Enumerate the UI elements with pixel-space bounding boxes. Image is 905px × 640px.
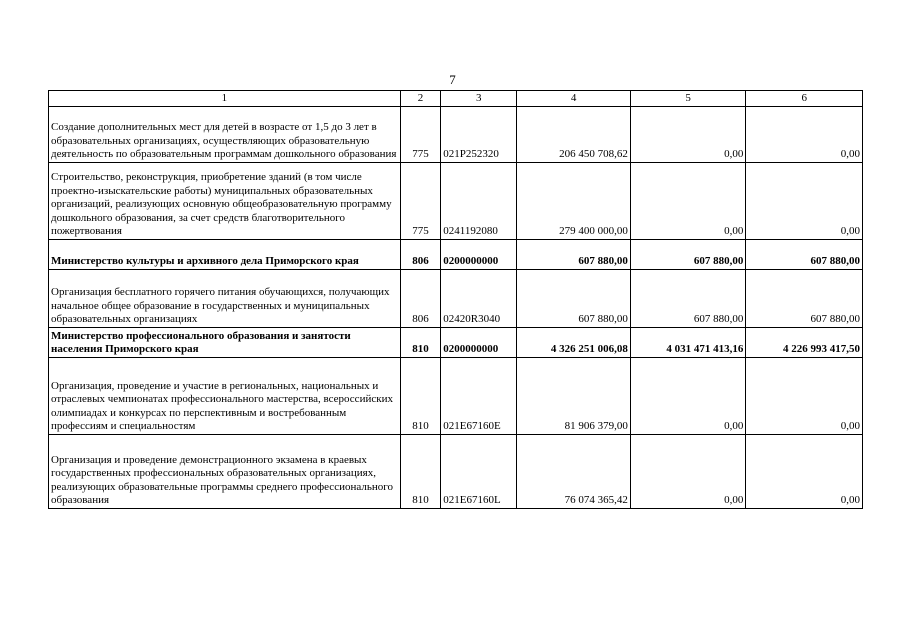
row-name: Создание дополнительных мест для детей в возрасте от 1,5 до 3 лет в образовательных организациях, осуществляющих образовательную деятельность по образовательным программам дошкольного образования — [49, 107, 401, 163]
row-value-2: 0,00 — [630, 107, 746, 163]
row-code: 021P252320 — [441, 107, 517, 163]
row-name: Организация бесплатного горячего питания обучающихся, получающих начальное общее образование в государственных и муниципальных образовательных организациях — [49, 270, 401, 328]
row-value-3: 607 880,00 — [746, 270, 863, 328]
row-value-3: 0,00 — [746, 435, 863, 509]
row-value-2: 0,00 — [630, 358, 746, 435]
header-col-3: 3 — [441, 91, 517, 107]
row-name: Строительство, реконструкция, приобретение зданий (в том числе проектно-изыскательские работы) муниципальных образовательных организаций, реализующих основную общеобразовательную программу дошкольного образования, за счет средств благотворительного пожертвования — [49, 163, 401, 240]
row-value-3: 0,00 — [746, 358, 863, 435]
row-grbs: 775 — [400, 107, 441, 163]
table-row — [49, 163, 863, 240]
row-value-3: 607 880,00 — [746, 240, 863, 270]
row-grbs: 810 — [400, 358, 441, 435]
row-name: Министерство профессионального образования и занятости населения Приморского края — [49, 328, 401, 358]
header-col-4: 4 — [517, 91, 631, 107]
page-number: 7 — [449, 72, 456, 87]
header-row — [49, 91, 863, 107]
row-value-1: 279 400 000,00 — [517, 163, 631, 240]
row-value-2: 4 031 471 413,16 — [630, 328, 746, 358]
row-value-2: 0,00 — [630, 163, 746, 240]
row-code: 0200000000 — [441, 240, 517, 270]
table-row — [49, 435, 863, 509]
row-grbs: 810 — [400, 435, 441, 509]
row-value-1: 607 880,00 — [517, 270, 631, 328]
row-code: 0241192080 — [441, 163, 517, 240]
table-row — [49, 107, 863, 163]
row-value-1: 76 074 365,42 — [517, 435, 631, 509]
row-value-3: 4 226 993 417,50 — [746, 328, 863, 358]
header-col-5: 5 — [630, 91, 746, 107]
row-grbs: 806 — [400, 270, 441, 328]
row-value-3: 0,00 — [746, 107, 863, 163]
row-value-2: 607 880,00 — [630, 240, 746, 270]
row-code: 0200000000 — [441, 328, 517, 358]
table-row — [49, 328, 863, 358]
header-col-2: 2 — [400, 91, 441, 107]
row-name: Организация, проведение и участие в региональных, национальных и отраслевых чемпионатах профессионального мастерства, всероссийских олимпиадах и конкурсах по перспективным и востребованным профессиям и специальностям — [49, 358, 401, 435]
table-row — [49, 358, 863, 435]
row-grbs: 810 — [400, 328, 441, 358]
row-value-1: 607 880,00 — [517, 240, 631, 270]
row-value-1: 81 906 379,00 — [517, 358, 631, 435]
row-grbs: 806 — [400, 240, 441, 270]
row-name: Организация и проведение демонстрационного экзамена в краевых государственных профессиональных образовательных организациях, реализующих образовательные программы среднего профессионального образования — [49, 435, 401, 509]
table-row — [49, 270, 863, 328]
row-value-3: 0,00 — [746, 163, 863, 240]
row-value-2: 607 880,00 — [630, 270, 746, 328]
budget-table — [48, 90, 863, 509]
row-value-1: 4 326 251 006,08 — [517, 328, 631, 358]
row-value-1: 206 450 708,62 — [517, 107, 631, 163]
row-code: 021E67160E — [441, 358, 517, 435]
row-grbs: 775 — [400, 163, 441, 240]
row-value-2: 0,00 — [630, 435, 746, 509]
header-col-6: 6 — [746, 91, 863, 107]
row-name: Министерство культуры и архивного дела Приморского края — [49, 240, 401, 270]
table-row — [49, 240, 863, 270]
row-code: 02420R3040 — [441, 270, 517, 328]
row-code: 021E67160L — [441, 435, 517, 509]
header-col-1: 1 — [49, 91, 401, 107]
